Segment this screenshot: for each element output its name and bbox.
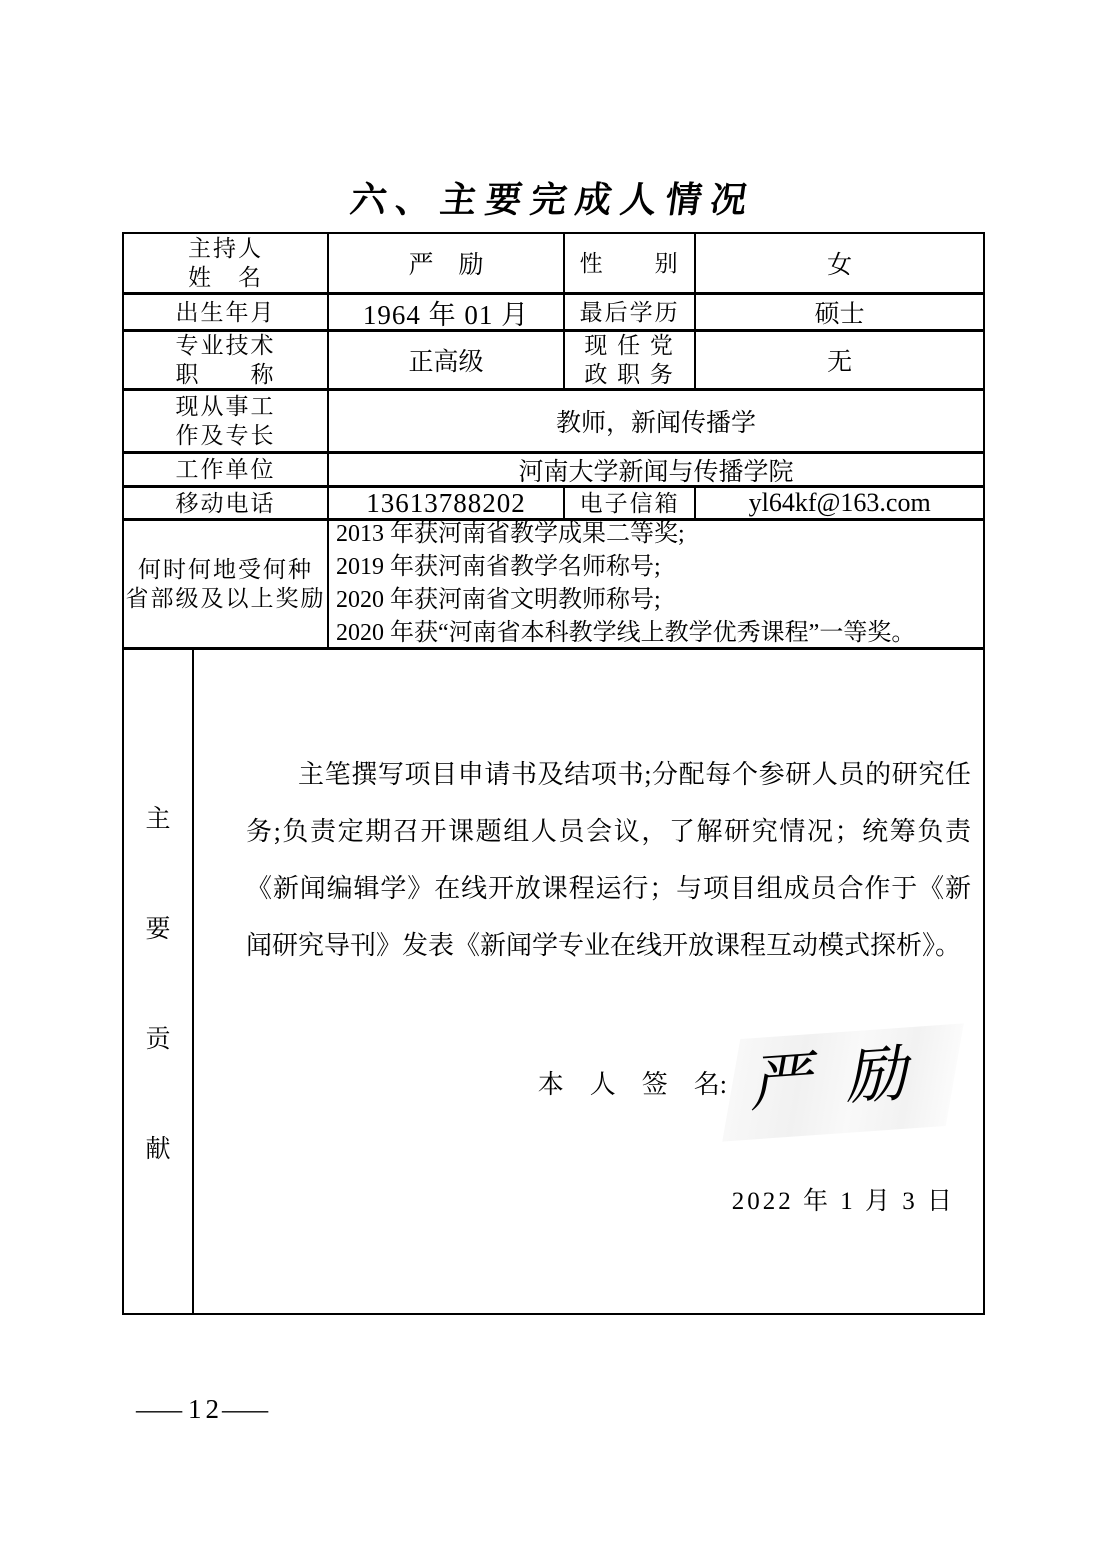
email-label-cell bbox=[565, 488, 696, 521]
award-line: 2020 年获“河南省本科教学线上教学优秀课程”一等奖。 bbox=[336, 620, 916, 646]
page-title: 六、主要完成人情况 bbox=[347, 180, 759, 220]
signature-label: 本 人 签 名: bbox=[537, 1070, 727, 1099]
gender-label: 性 别 bbox=[579, 250, 680, 276]
party-post-label-cell bbox=[565, 332, 696, 391]
signature-row bbox=[246, 1032, 955, 1133]
contribution-label-cell bbox=[124, 650, 194, 1313]
awards-value-cell bbox=[329, 521, 983, 650]
degree-label: 最后学历 bbox=[579, 299, 680, 325]
degree-label-cell bbox=[565, 295, 696, 332]
birth-label-cell bbox=[124, 295, 329, 332]
current-work-value: 教师，新闻传播学 bbox=[556, 410, 757, 437]
contribution-content-cell bbox=[194, 650, 983, 1313]
handwritten-signature: 严励 bbox=[722, 1023, 964, 1141]
tech-title-label-cell bbox=[124, 332, 329, 391]
host-name-value-cell bbox=[329, 234, 565, 295]
email-value: yl64kf@163.com bbox=[748, 488, 931, 517]
mobile-label: 移动电话 bbox=[175, 490, 276, 516]
gender-value-cell bbox=[696, 234, 983, 295]
current-work-label-cell bbox=[124, 391, 329, 454]
footer-right-dash: — bbox=[222, 1394, 275, 1424]
completer-info-table bbox=[122, 232, 985, 1315]
signature-date: 2022 年 1 月 3 日 bbox=[731, 1188, 955, 1215]
contribution-label-char: 要 bbox=[145, 915, 171, 943]
party-post-label-line1: 现 任 党 bbox=[584, 333, 675, 358]
host-name-value: 严 励 bbox=[408, 252, 484, 279]
birth-label: 出生年月 bbox=[175, 299, 276, 325]
host-name-label-cell bbox=[124, 234, 329, 295]
contribution-label-char: 贡 bbox=[145, 1025, 171, 1053]
tech-title-value-cell bbox=[329, 332, 565, 391]
tech-title-value: 正高级 bbox=[408, 349, 484, 376]
birth-value: 1964 年 01 月 bbox=[362, 299, 530, 330]
awards-label-line1: 何时何地受何种 bbox=[138, 557, 314, 582]
current-work-value-cell bbox=[329, 391, 983, 454]
mobile-value: 13613788202 bbox=[366, 488, 526, 518]
contribution-label-char: 献 bbox=[145, 1135, 171, 1163]
employer-label: 工作单位 bbox=[175, 457, 276, 482]
employer-value-cell bbox=[329, 454, 983, 488]
awards-label-cell bbox=[124, 521, 329, 650]
gender-value: 女 bbox=[827, 252, 853, 279]
party-post-value-cell bbox=[696, 332, 983, 391]
mobile-label-cell bbox=[124, 488, 329, 521]
contribution-label-char: 主 bbox=[145, 805, 171, 833]
contribution-paragraph: 主笔撰写项目申请书及结项书;分配每个参研人员的研究任务;负责定期召开课题组人员会议，了解研究情况；统筹负责《新闻编辑学》在线开放课程运行；与项目组成员合作于《新闻研究导刊》发表《新闻学专业在线开放课程互动模式探析》。 bbox=[246, 760, 971, 960]
tech-title-label-line1: 专业技术 bbox=[175, 333, 276, 358]
degree-value: 硕士 bbox=[814, 301, 865, 328]
contribution-row bbox=[124, 650, 983, 1313]
current-work-label-line2: 作及专长 bbox=[175, 423, 276, 448]
award-line: 2013 年获河南省教学成果二等奖; bbox=[336, 521, 685, 547]
employer-label-cell bbox=[124, 454, 329, 488]
award-line: 2019 年获河南省教学名师称号; bbox=[336, 554, 661, 580]
current-work-label-line1: 现从事工 bbox=[175, 394, 276, 419]
mobile-value-cell bbox=[329, 488, 565, 521]
awards-label-line2: 省部级及以上奖励 bbox=[125, 586, 326, 611]
tech-title-label-line2: 职 称 bbox=[175, 362, 276, 387]
gender-label-cell bbox=[565, 234, 696, 295]
party-post-label-line2: 政 职 务 bbox=[584, 362, 675, 387]
host-name-label-line1: 主持人 bbox=[188, 236, 264, 261]
host-name-label-line2: 姓 名 bbox=[188, 265, 264, 290]
degree-value-cell bbox=[696, 295, 983, 332]
page-number-footer bbox=[136, 1394, 275, 1425]
employer-value: 河南大学新闻与传播学院 bbox=[518, 458, 794, 486]
award-line: 2020 年获河南省文明教师称号; bbox=[336, 587, 661, 613]
email-label: 电子信箱 bbox=[579, 490, 680, 516]
birth-value-cell bbox=[329, 295, 565, 332]
footer-left-dash: — bbox=[136, 1394, 189, 1424]
info-grid bbox=[124, 234, 983, 650]
party-post-value: 无 bbox=[827, 349, 853, 376]
email-value-cell bbox=[696, 488, 983, 521]
footer-page-number: 12 bbox=[188, 1394, 223, 1424]
